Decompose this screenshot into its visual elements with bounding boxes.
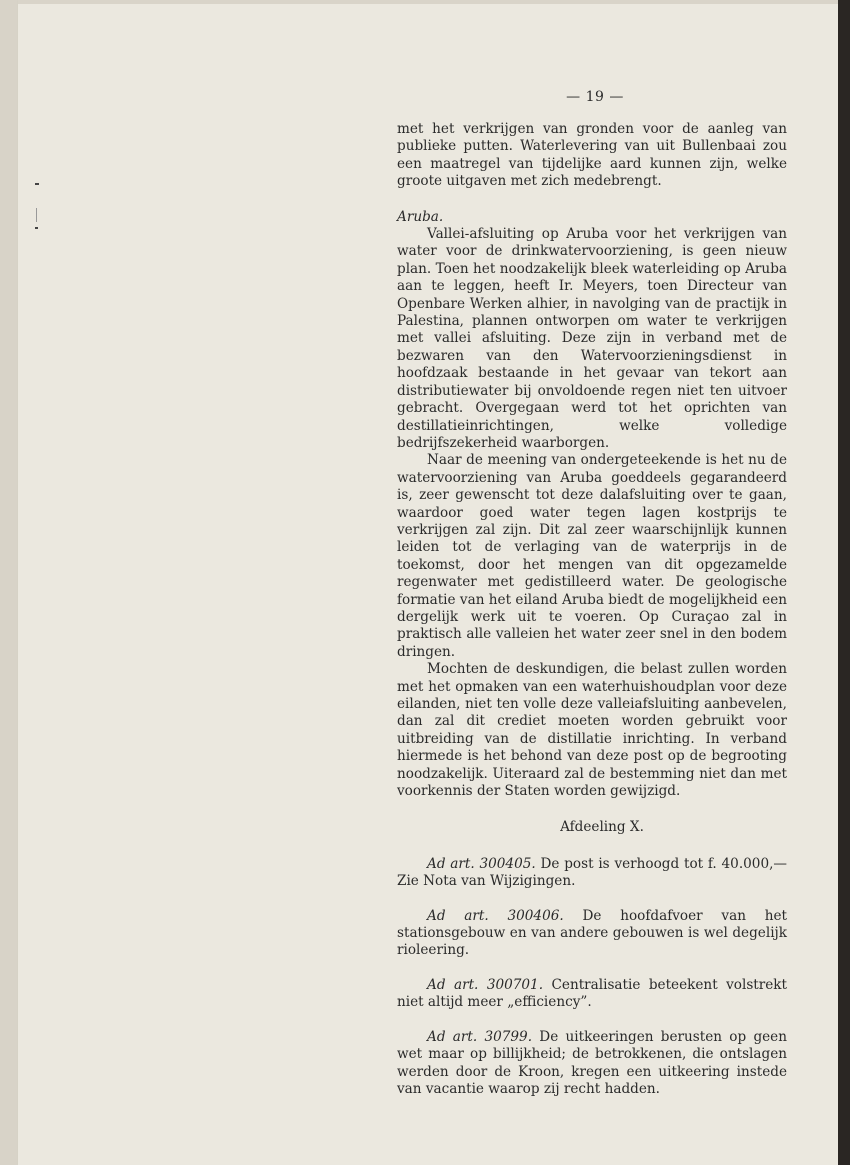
section-title-afdeeling: Afdeeling X.	[560, 819, 644, 836]
article-reference: Ad art. 300406.	[427, 907, 564, 924]
scan-right-border	[838, 0, 850, 1165]
paragraph-vallei-afsluiting: Vallei-afsluiting op Aruba voor het verkrijgen van water voor de drinkwatervoorziening, is geen nieuw plan. Toen het noodzakelijk bleek waterleiding op Aruba aan te leggen, heeft Ir. Meyers, toen Directeur van Openbare Werken alhier, in navolging van de practijk in Palestina, plannen ontworpen om water te verkrijgen met vallei afsluiting. Deze zijn in verband met de bezwaren van den Watervoorzieningsdienst in hoofdzaak bestaande in het gevaar van tekort aan distributiewater bij onvoldoende regen niet ten uitvoer gebracht. Overgegaan werd tot het oprichten van destillatieinrichtingen, welke volledige bedrijfszekerheid waarborgen.	[397, 226, 787, 451]
page-number: — 19 —	[566, 89, 624, 105]
article-reference: Ad art. 300701.	[427, 976, 544, 993]
article-text: Centralisatie beteekent volstrekt niet altijd meer „efficiency”.	[397, 976, 787, 1011]
article-entry	[397, 977, 787, 1012]
article-reference: Ad art. 300405.	[427, 855, 536, 872]
margin-mark	[36, 208, 37, 222]
text-column	[397, 121, 787, 1098]
paragraph-meening: Naar de meening van ondergeteekende is het nu de watervoorziening van Aruba goeddeels gegarandeerd is, zeer gewenscht tot deze dalafsluiting over te gaan, waardoor goed water tegen lagen kostprijs te verkrijgen zal zijn. Dit zal zeer waarschijnlijk kunnen leiden tot de verlaging van de waterprijs in de toekomst, door het mengen van dit opgezamelde regenwater met gedistilleerd water. De geologische formatie van het eiland Aruba biedt de mogelijkheid een dergelijk werk uit te voeren. Op Curaçao zal in praktisch alle valleien het water zeer snel in den bodem dringen.	[397, 452, 787, 660]
paragraph-deskundigen: Mochten de deskundigen, die belast zullen worden met het opmaken van een waterhuishoudplan voor deze eilanden, niet ten volle deze valleiafsluiting aanbevelen, dan zal dit crediet moeten worden gebruikt voor uitbreiding van de distillatie inrichting. In verband hiermede is het behond van deze post op de begrooting noodzakelijk. Uiteraard zal de bestemming niet dan met voorkennis der Staten worden gewijzigd.	[397, 661, 787, 800]
margin-mark	[35, 227, 38, 229]
page-top-edge	[18, 0, 838, 4]
article-reference: Ad art. 30799.	[427, 1028, 533, 1045]
article-text: De post is verhoogd tot f. 40.000,— Zie Nota van Wijzigingen.	[397, 855, 788, 890]
article-text: De hoofdafvoer van het stationsgebouw en van andere gebouwen is wel degelijk rioleering.	[397, 907, 788, 959]
paragraph-continuation: met het verkrijgen van gronden voor de aanleg van publieke putten. Waterlevering van uit Bullenbaai zou een maatregel van tijdelijke aard kunnen zijn, welke groote uitgaven met zich medebrengt.	[397, 121, 787, 190]
article-text: De uitkeeringen berusten op geen wet maar op billijkheid; de betrokkenen, die ontslagen werden door de Kroon, kregen een uitkeering instede van vacantie waarop zij recht hadden.	[397, 1028, 787, 1097]
section-heading-aruba: Aruba.	[397, 208, 444, 225]
margin-mark	[35, 183, 39, 185]
article-entry	[397, 856, 787, 891]
article-entry	[397, 908, 787, 960]
article-entry	[397, 1029, 787, 1099]
